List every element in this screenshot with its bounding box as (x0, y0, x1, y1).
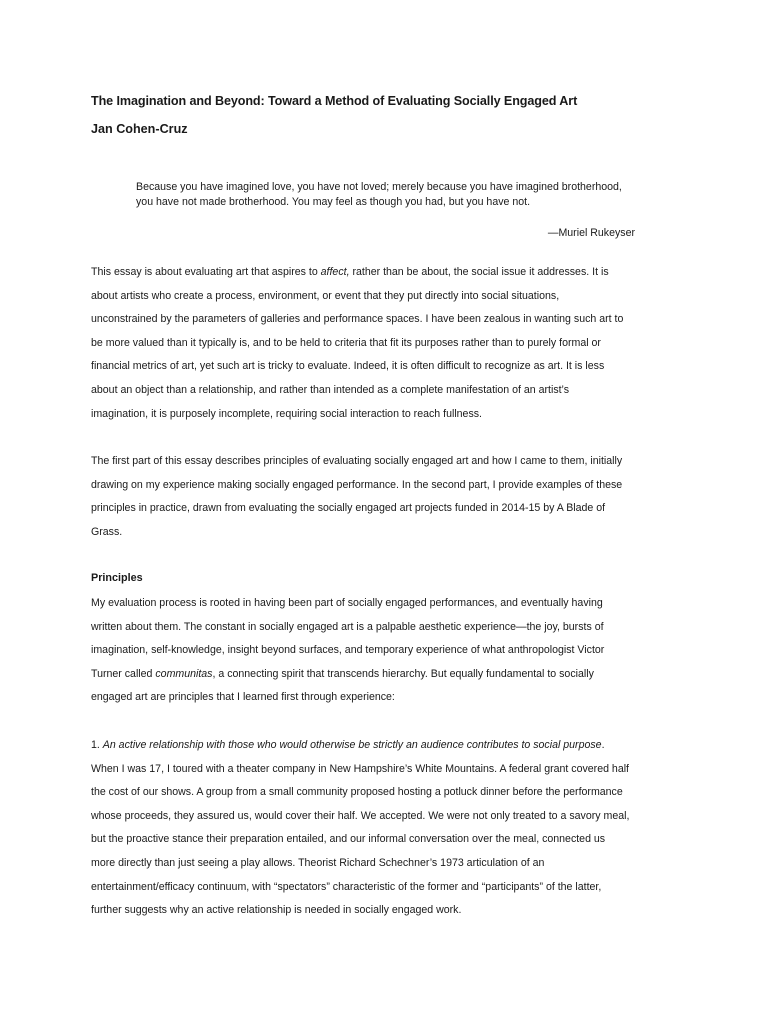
paragraph-line: My evaluation process is rooted in having been part of socially engaged performances, and eventually having (91, 597, 603, 609)
emphasis-text: communitas (155, 667, 213, 680)
paragraph-line: further suggests why an active relationship is needed in socially engaged work. (91, 904, 462, 917)
paragraph-line: about an object than a relationship, and rather than intended as a complete manifestation of an artist’s (91, 383, 570, 396)
paragraph-line: engaged art are principles that I learned first through experience: (91, 691, 395, 704)
epigraph-quote (136, 180, 676, 210)
paragraph-line: be more valued than it typically is, and to be held to criteria that fit its purposes rather than to purely formal or (91, 336, 601, 349)
document-title: The Imagination and Beyond: Toward a Method of Evaluating Socially Engaged Art (91, 94, 578, 108)
section-heading-principles: Principles (91, 572, 143, 584)
paragraph-principle-one (91, 734, 691, 923)
paragraph-intro (91, 261, 691, 426)
paragraph-line: financial metrics of art, yet such art is tricky to evaluate. Indeed, it is often difficult to recognize as art. It is less (91, 360, 605, 373)
paragraph-line (91, 663, 691, 687)
paragraph-line: more directly than just seeing a play allows. Theorist Richard Schechner’s 1973 articulation of an (91, 856, 545, 869)
paragraph-line: When I was 17, I toured with a theater company in New Hampshire’s White Mountains. A federal grant covered half (91, 762, 630, 775)
paragraph-line: principles in practice, drawn from evaluating the socially engaged art projects funded in 2014-15 by A Blade of (91, 502, 606, 515)
paragraph-principles (91, 592, 691, 710)
paragraph-line: the cost of our shows. A group from a small community proposed hosting a potluck dinner before the performance (91, 786, 623, 799)
document-author: Jan Cohen-Cruz (91, 122, 188, 136)
paragraph-line: The first part of this essay describes principles of evaluating socially engaged art and how I came to them, initially (91, 455, 623, 467)
paragraph-line: imagination, it is purposely incomplete, requiring social interaction to reach fullness. (91, 407, 482, 420)
paragraph-line: Grass. (91, 525, 123, 538)
paragraph-line: about artists who create a process, environment, or event that they put directly into social situations, (91, 289, 560, 302)
list-number: 1. (91, 739, 103, 751)
paragraph-line: but the proactive stance their preparation entailed, and our informal conversation over the meal, connected us (91, 833, 606, 846)
paragraph-line: drawing on my experience making socially engaged performance. In the second part, I provide examples of these (91, 478, 623, 491)
epigraph-line: you have not made brotherhood. You may feel as though you had, but you have not. (136, 196, 531, 208)
paragraph-line (91, 261, 691, 285)
text-run: rather than be about, the social issue it addresses. It is (349, 266, 609, 278)
paragraph-line: unconstrained by the parameters of galleries and performance spaces. I have been zealous in wanting such art to (91, 313, 624, 326)
paragraph-line: imagination, self-knowledge, insight beyond surfaces, and temporary experience of what anthropologist Victor (91, 644, 605, 657)
paragraph-overview (91, 450, 691, 544)
emphasis-text: affect, (320, 266, 350, 278)
text-run: This essay is about evaluating art that aspires to (91, 266, 321, 278)
emphasis-text: An active relationship with those who would otherwise be strictly an audience contributes to social purpose (102, 739, 602, 751)
paragraph-line: whose proceeds, they assured us, would cover their half. We accepted. We were not only treated to a savory meal, (91, 809, 630, 822)
text-run: , a connecting spirit that transcends hierarchy. But equally fundamental to socially (212, 667, 594, 680)
epigraph-line: Because you have imagined love, you have not loved; merely because you have imagined brotherhood, (136, 181, 622, 193)
paragraph-line: written about them. The constant in socially engaged art is a palpable aesthetic experience—the joy, bursts of (91, 620, 604, 633)
paragraph-line (91, 734, 691, 758)
paragraph-line: entertainment/efficacy continuum, with “spectators” characteristic of the former and “participants” of the latter, (91, 880, 602, 893)
text-run: . (601, 739, 605, 751)
text-run: Turner called (91, 667, 156, 680)
epigraph-attribution: —Muriel Rukeyser (547, 227, 635, 239)
